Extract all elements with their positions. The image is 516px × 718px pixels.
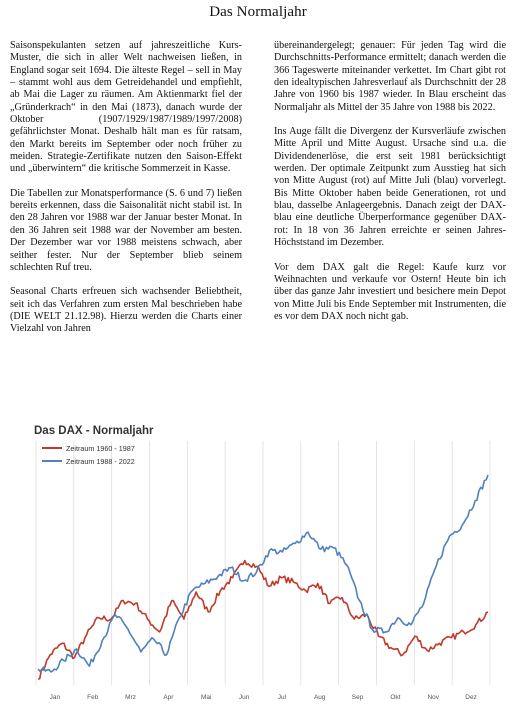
page-title: Das Normaljahr <box>209 4 307 20</box>
x-tick-label: Nov <box>427 694 440 701</box>
dax-normaljahr-chart <box>22 407 500 707</box>
x-tick-label: Jul <box>277 694 287 701</box>
paragraph: Ins Auge fällt die Divergenz der Kursverläufe zwischen Mitte April und Mitte August. Ursache sind u.a. die Dividendenerlöse, die erst seit 1981 berücksichtigt werden. Der optimale Zeitpunkt zum Ausstieg hat sich von Mitte August (rot) auf Mitte Juli (blau) vorverlegt. Bis Mitte Oktober haben beide Generationen, rot und blau, dasselbe Anlageergebnis. Danach zeigt der DAX-blau eine deutliche Überperformance gegenüber DAX-rot: In 18 von 36 Jahren erreichte er seinen Jahres-Höchststand im Dezember. <box>274 126 506 249</box>
x-tick-label: Dez <box>465 694 477 701</box>
x-tick-label: Apr <box>163 694 174 701</box>
paragraph: Die Tabellen zur Monatsperformance (S. 6 und 7) ließen bereits erkennen, dass die Saisonalität nicht stabil ist. In den 28 Jahren vor 1988 war der Januar bester Monat. In den 36 Jahren seit 1988 war der November am besten. Der Dezember war vor 1988 meistens schwach, aber seither fester. Nur der September blieb seinem schlechten Ruf treu. <box>10 187 242 273</box>
x-tick-label: Okt <box>390 694 401 701</box>
x-tick-label: Jun <box>238 694 250 701</box>
chart-title: Das DAX - Normaljahr <box>34 425 154 437</box>
legend-label-1960: Zeitraum 1960 - 1987 <box>66 444 135 453</box>
right-text-column <box>274 40 506 335</box>
x-tick-label: Sep <box>351 694 364 701</box>
x-tick-label: Jan <box>49 694 61 701</box>
paragraph: Saisonspekulanten setzen auf jahreszeitliche Kurs-Muster, die sich in aller Welt nachweisen ließen, in England sogar seit 1694. Die älteste Regel – sell in May – stammt wohl aus dem Getreidehandel und empfiehlt, ab Mai die Lager zu räumen. Am Aktienmarkt fiel der „Gründerkrach“ in den Mai (1873), danach wurde der Oktober (1907/1929/1987/1989/1997/2008) gefährlichster Monat. Deshalb hält man es für ratsam, den Markt bereits im September oder noch früher zu meiden. Strategie-Zertifikate nutzen den Saison-Effekt und „überwintern“ die kritische Sommerzeit in Kasse. <box>10 40 242 175</box>
x-tick-label: Aug <box>313 694 326 701</box>
x-tick-label: Mrz <box>125 694 137 701</box>
paragraph: Seasonal Charts erfreuen sich wachsender Beliebtheit, seit ich das Verfahren zum ersten Mal beschrieben habe (DIE WELT 21.12.98). Hierzu werden die Charts einer Vielzahl von Jahren <box>10 286 242 335</box>
x-tick-label: Feb <box>87 694 99 701</box>
left-text-column <box>10 40 242 348</box>
paragraph: übereinandergelegt; genauer: Für jeden Tag wird die Durchschnitts-Performance ermittelt; danach werden die 366 Tageswerte miteinander verkettet. Im Chart gibt rot den idealtypischen Jahresverlauf als Durchschnitt der 28 Jahre von 1960 bis 1987 wieder. In Blau erscheint das Normaljahr als Mittel der 35 Jahre von 1988 bis 2022. <box>274 40 506 113</box>
legend-label-1988: Zeitraum 1988 - 2022 <box>66 457 135 466</box>
chart-canvas <box>22 407 500 707</box>
x-tick-label: Mai <box>201 694 212 701</box>
paragraph: Vor dem DAX galt die Regel: Kaufe kurz vor Weihnachten und verkaufe vor Ostern! Heute bin ich über das ganze Jahr investiert und besichere mein Depot von Mitte Juli bis Ende September mit Instrumenten, die es vor dem DAX noch nicht gab. <box>274 261 506 322</box>
